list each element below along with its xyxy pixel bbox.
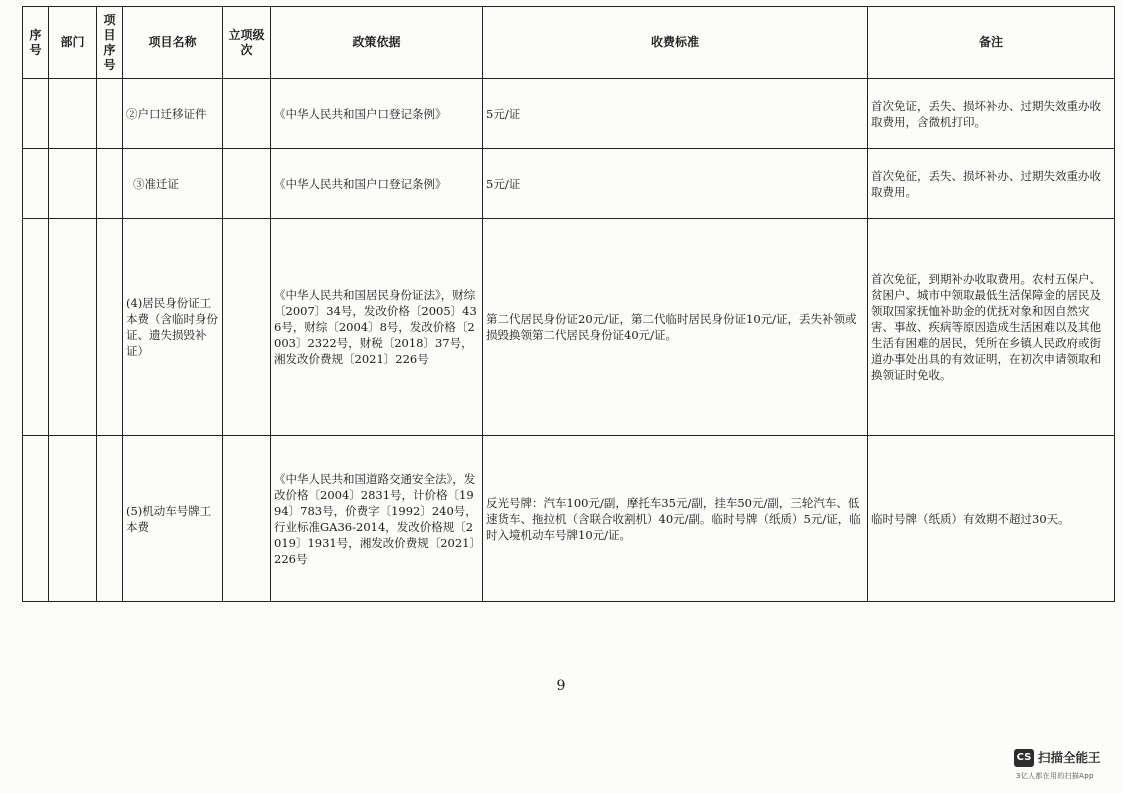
cell-basis: 《中华人民共和国居民身份证法》，财综〔2007〕34号，发改价格〔2005〕436号，财综〔2004〕8号，发改价格〔2003〕2322号，财税〔2018〕37号，湘发改价费规〔2021〕226号: [271, 219, 483, 436]
header-item-seq: 项目序号: [97, 7, 123, 79]
cell-standard: 第二代居民身份证20元/证，第二代临时居民身份证10元/证，丢失补领或损毁换领第二代居民身份证40元/证。: [483, 219, 868, 436]
cell-item-name: ②户口迁移证件: [123, 79, 223, 149]
cell-item-seq: [97, 149, 123, 219]
cell-remarks: 临时号牌（纸质）有效期不超过30天。: [868, 436, 1115, 602]
cell-dept: [49, 219, 97, 436]
watermark-slogan: 3亿人都在用的扫描App: [1016, 772, 1094, 780]
table-row: [23, 79, 1115, 149]
cell-standard: 5元/证: [483, 79, 868, 149]
cell-seq: [23, 436, 49, 602]
cell-item-name: (5)机动车号牌工本费: [123, 436, 223, 602]
cell-remarks: 首次免征，到期补办收取费用。农村五保户、贫困户、城市中领取最低生活保障金的居民及领取国家抚恤补助金的优抚对象和因自然灾害、事故、疾病等原因造成生活困难以及其他生活有困难的居民，凭所在乡镇人民政府或街道办事处出具的有效证明，在初次申请领取和换领证时免收。: [868, 219, 1115, 436]
cell-seq: [23, 79, 49, 149]
cell-dept: [49, 436, 97, 602]
scanner-watermark: [1014, 746, 1118, 786]
watermark-brand: 扫描全能王: [1038, 750, 1101, 765]
cell-standard: 5元/证: [483, 149, 868, 219]
cell-level: [223, 149, 271, 219]
header-row: [23, 7, 1115, 79]
table-row: [23, 219, 1115, 436]
cell-seq: [23, 149, 49, 219]
cell-item-seq: [97, 219, 123, 436]
header-item-name: 项目名称: [123, 7, 223, 79]
cell-dept: [49, 149, 97, 219]
cell-level: [223, 436, 271, 602]
cell-level: [223, 79, 271, 149]
header-dept: 部门: [49, 7, 97, 79]
cell-item-seq: [97, 79, 123, 149]
cell-basis: 《中华人民共和国户口登记条例》: [271, 149, 483, 219]
cell-dept: [49, 79, 97, 149]
cell-standard: 反光号牌：汽车100元/副，摩托车35元/副，挂车50元/副，三轮汽车、低速货车、拖拉机（含联合收割机）40元/副。临时号牌（纸质）5元/证，临时入境机动车号牌10元/证。: [483, 436, 868, 602]
page-number: 9: [556, 678, 566, 694]
fee-table: [22, 6, 1115, 602]
cell-item-name: ③准迁证: [123, 149, 223, 219]
header-standard: 收费标准: [483, 7, 868, 79]
table-row: [23, 436, 1115, 602]
cs-logo-icon: CS: [1014, 749, 1034, 767]
cell-remarks: 首次免证，丢失、损坏补办、过期失效重办收取费用，含微机打印。: [868, 79, 1115, 149]
cell-level: [223, 219, 271, 436]
header-basis: 政策依据: [271, 7, 483, 79]
header-remarks: 备注: [868, 7, 1115, 79]
cell-remarks: 首次免征，丢失、损坏补办、过期失效重办收取费用。: [868, 149, 1115, 219]
header-level: 立项级次: [223, 7, 271, 79]
cell-basis: 《中华人民共和国户口登记条例》: [271, 79, 483, 149]
cell-seq: [23, 219, 49, 436]
header-seq: 序号: [23, 7, 49, 79]
cell-basis: 《中华人民共和国道路交通安全法》，发改价格〔2004〕2831号，计价格〔1994〕783号，价费字〔1992〕240号，行业标准GA36-2014，发改价格规〔2019〕1931号，湘发改价费规〔2021〕226号: [271, 436, 483, 602]
table-row: [23, 149, 1115, 219]
cell-item-seq: [97, 436, 123, 602]
cell-item-name: (4)居民身份证工本费（含临时身份证、遗失损毁补证）: [123, 219, 223, 436]
